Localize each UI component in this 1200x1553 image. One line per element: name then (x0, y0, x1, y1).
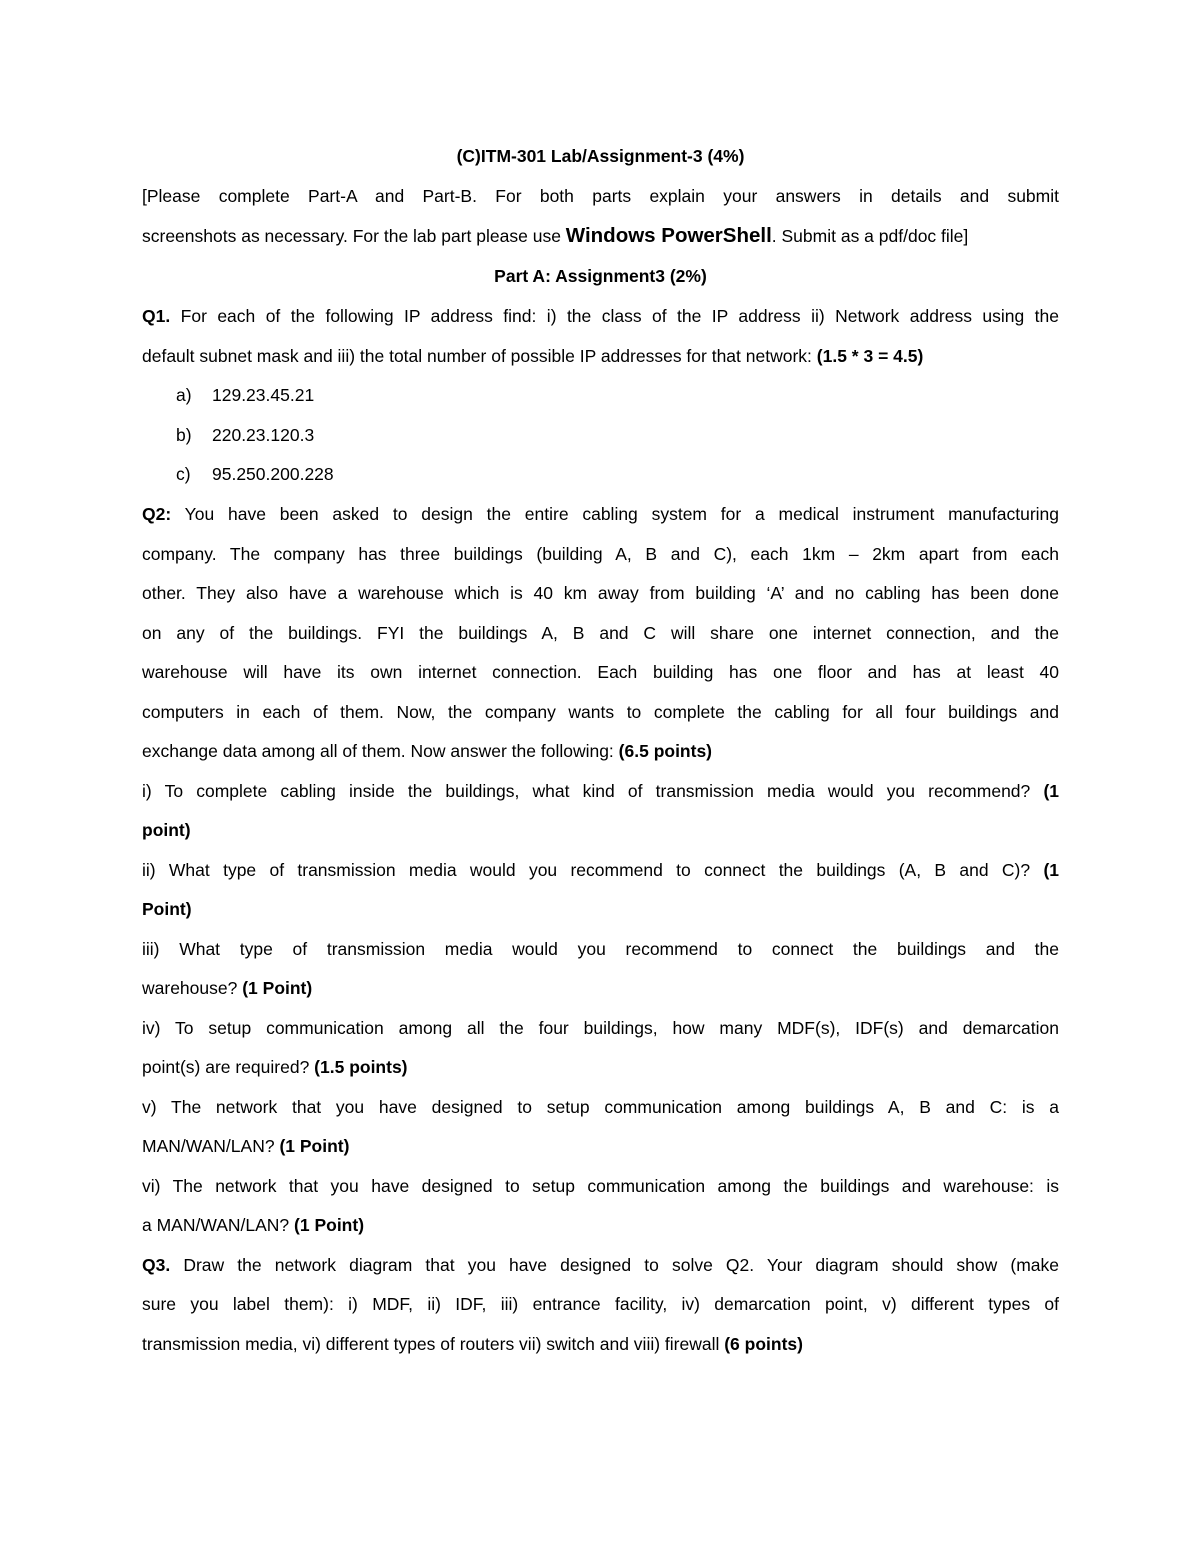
q2-sub-ii-line-1: ii) What type of transmission media would you recommend to connect the buildings (A, B and C)? (1 (142, 860, 1059, 880)
q2-sub-ii-line-2: Point) (142, 899, 192, 919)
q2-sub-iv-line-1: iv) To setup communication among all the four buildings, how many MDF(s), IDF(s) and demarcation (142, 1018, 1059, 1038)
q3-line-3: transmission media, vi) different types of routers vii) switch and viii) firewall (6 points) (142, 1334, 803, 1354)
list-item: a) 129.23.45.21 (176, 385, 315, 405)
q2-sub-vi-line-1: vi) The network that you have designed to setup communication among the buildings and warehouse: is (142, 1176, 1059, 1196)
q2-sub-iv-line-2: point(s) are required? (1.5 points) (142, 1057, 408, 1077)
q1-line-1: Q1. For each of the following IP address find: i) the class of the IP address ii) Network address using the (142, 306, 1059, 326)
q2-sub-iii-line-1: iii) What type of transmission media would you recommend to connect the buildings and the (142, 939, 1059, 959)
q2-sub-vi-line-2: a MAN/WAN/LAN? (1 Point) (142, 1215, 365, 1235)
q2-sub-v-line-2: MAN/WAN/LAN? (1 Point) (142, 1136, 350, 1156)
q2-line-2: company. The company has three buildings (building A, B and C), each 1km – 2km apart from each (142, 544, 1059, 564)
q2-line-1: Q2: You have been asked to design the entire cabling system for a medical instrument manufacturing (142, 504, 1059, 524)
q2-line-3: other. They also have a warehouse which is 40 km away from building ‘A’ and no cabling has been done (142, 583, 1059, 603)
q2-line-4: on any of the buildings. FYI the buildings A, B and C will share one internet connection, and the (142, 623, 1059, 643)
document-title: (C)ITM-301 Lab/Assignment-3 (4%) (456, 146, 745, 166)
intro-line-2: screenshots as necessary. For the lab part please use Windows PowerShell. Submit as a pdf/doc file] (142, 224, 969, 247)
q2-line-5: warehouse will have its own internet connection. Each building has one floor and has at least 40 (142, 662, 1059, 682)
list-item: c) 95.250.200.228 (176, 464, 334, 484)
part-a-heading: Part A: Assignment3 (2%) (494, 266, 707, 286)
q3-line-2: sure you label them): i) MDF, ii) IDF, iii) entrance facility, iv) demarcation point, v) different types of (142, 1294, 1059, 1314)
q3-line-1: Q3. Draw the network diagram that you have designed to solve Q2. Your diagram should show (make (142, 1255, 1059, 1275)
q2-sub-iii-line-2: warehouse? (1 Point) (142, 978, 313, 998)
q1-line-2: default subnet mask and iii) the total number of possible IP addresses for that network: (1.5 * 3 = 4.5) (142, 346, 924, 366)
q2-line-7: exchange data among all of them. Now answer the following: (6.5 points) (142, 741, 713, 761)
list-item: b) 220.23.120.3 (176, 425, 315, 445)
intro-line-1: [Please complete Part-A and Part-B. For both parts explain your answers in details and submit (142, 186, 1059, 206)
q2-sub-v-line-1: v) The network that you have designed to setup communication among buildings A, B and C: is a (142, 1097, 1059, 1117)
q2-sub-i-line-2: point) (142, 820, 191, 840)
powershell-emphasis: Windows PowerShell (565, 224, 772, 247)
q2-sub-i-line-1: i) To complete cabling inside the buildings, what kind of transmission media would you recommend? (1 (142, 781, 1059, 801)
q2-line-6: computers in each of them. Now, the company wants to complete the cabling for all four buildings and (142, 702, 1059, 722)
